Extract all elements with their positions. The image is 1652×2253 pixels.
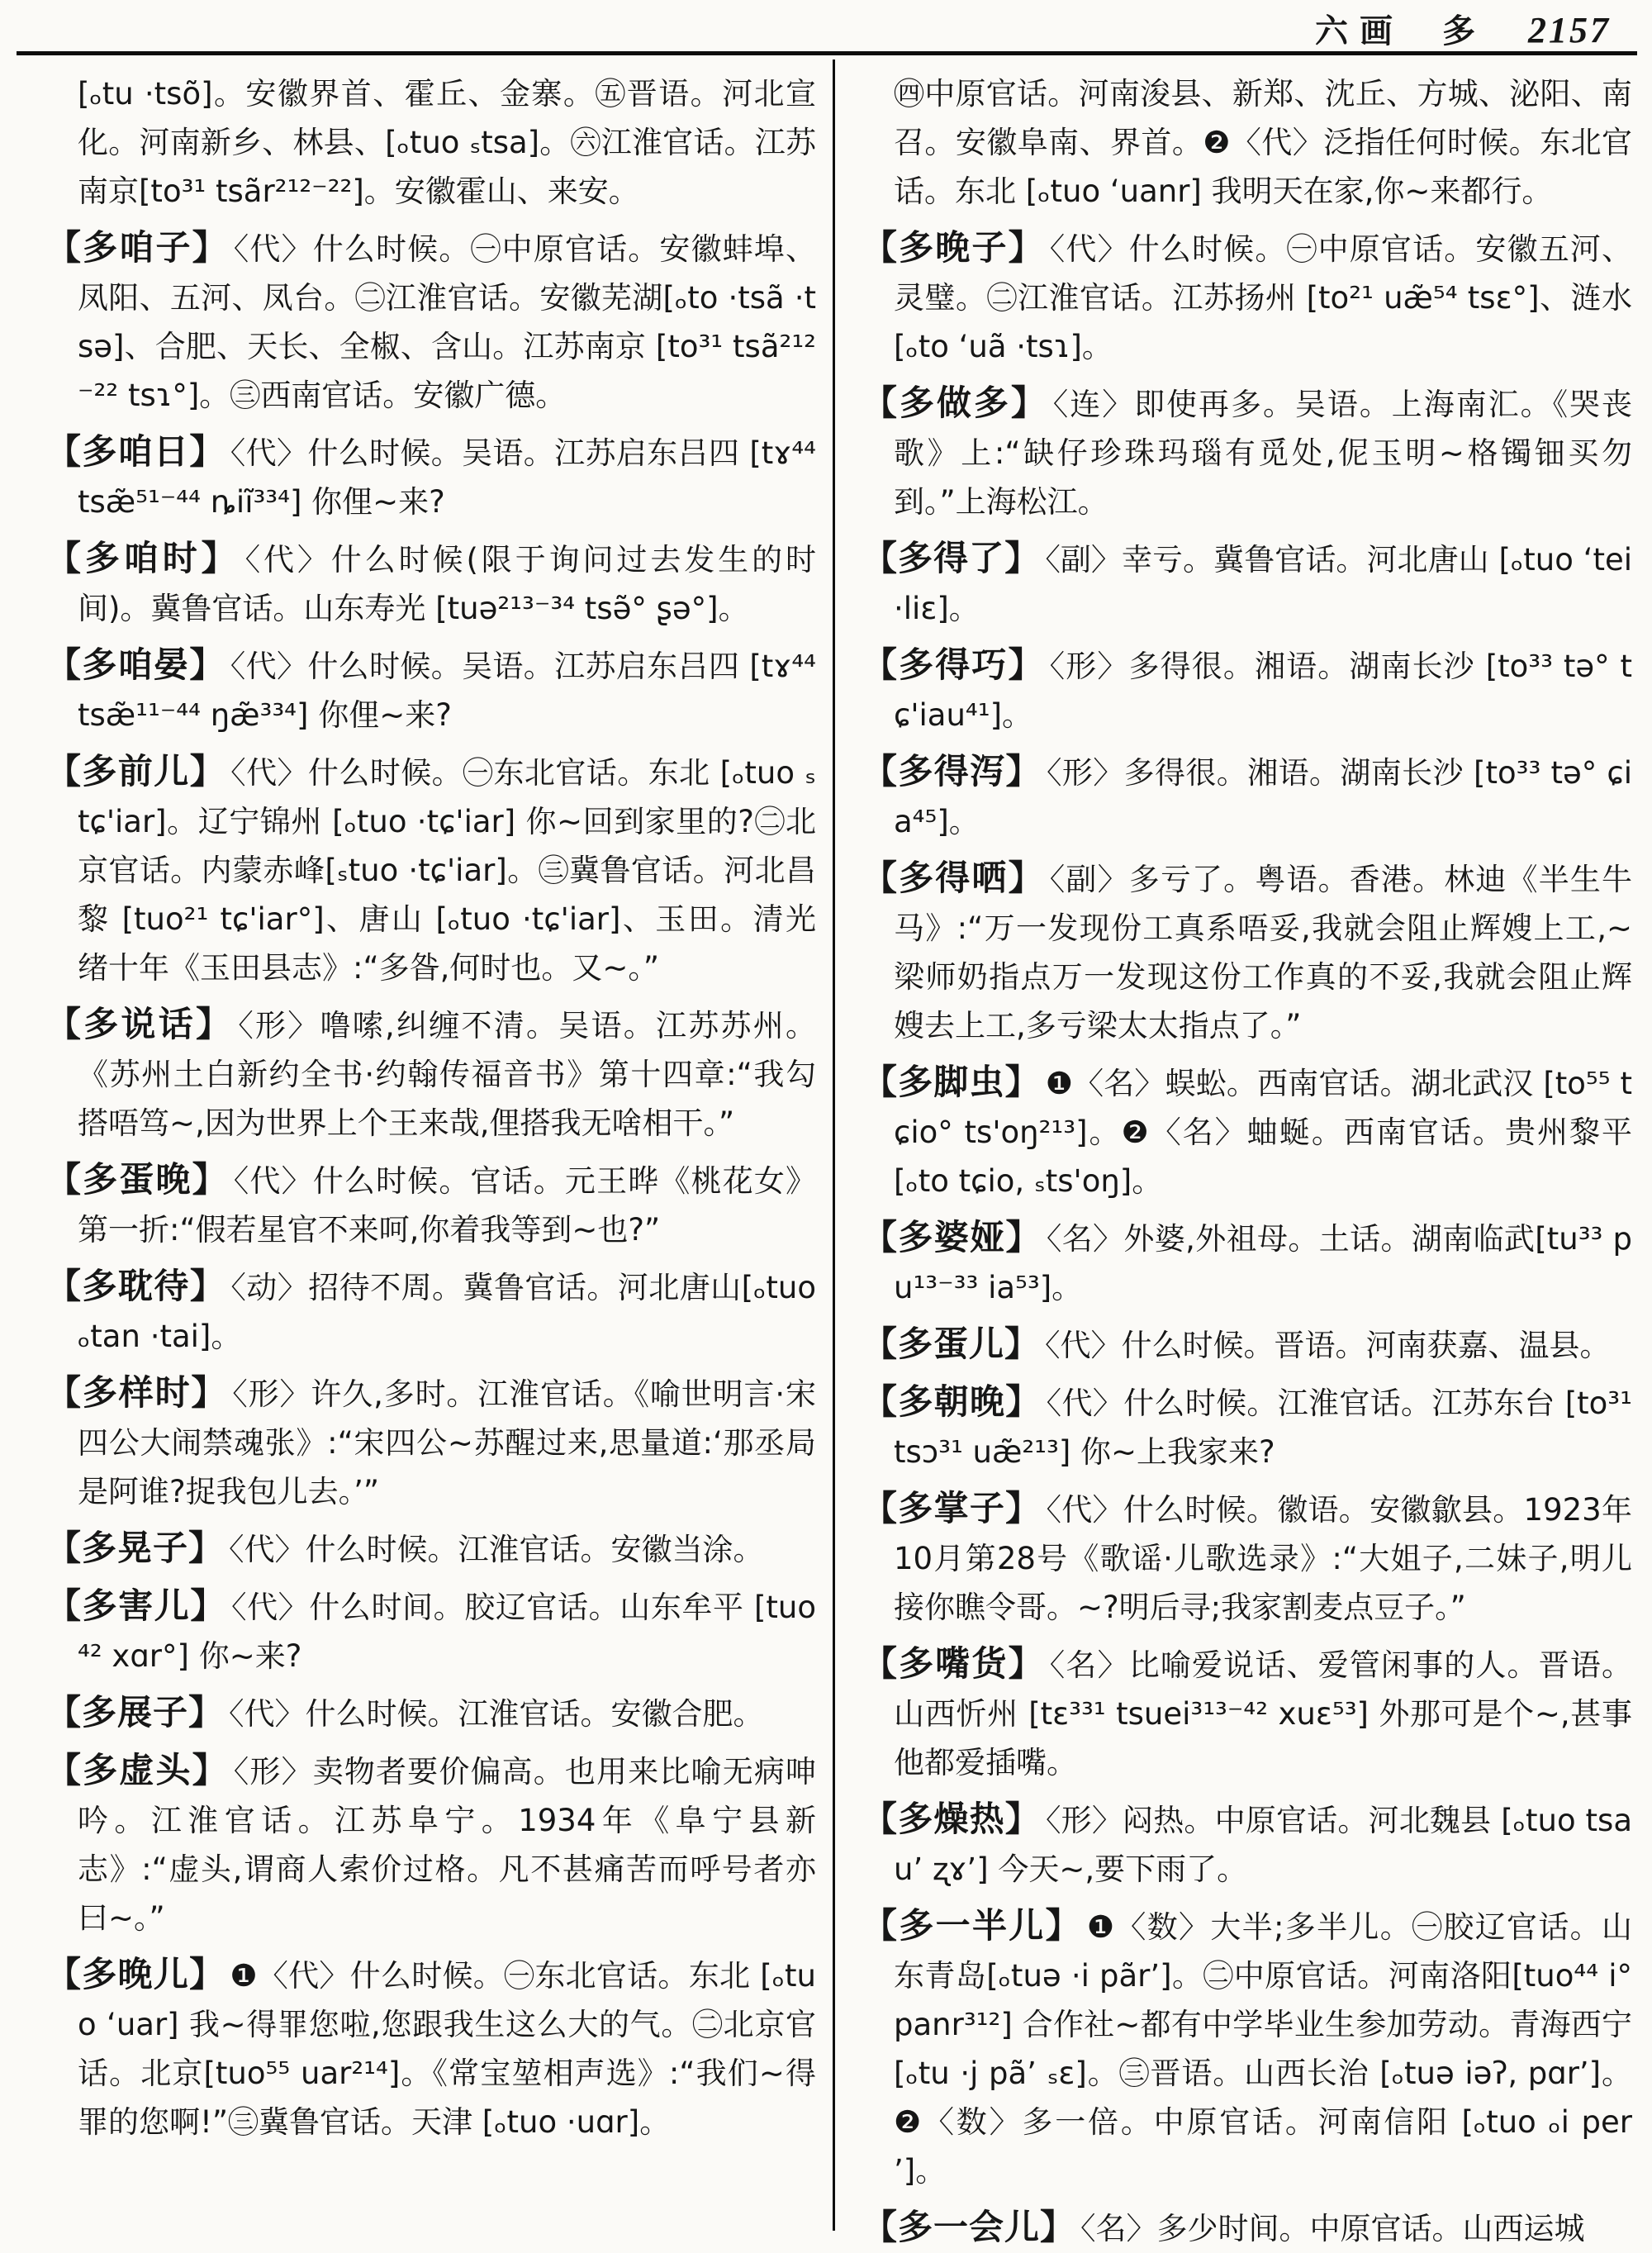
dict-entry [46,223,816,420]
entry-headword: 【多一半儿】 [862,1905,1082,1946]
dict-entry [46,1262,816,1361]
dict-entry [862,1794,1632,1894]
entry-headword: 【多蛋儿】 [862,1324,1041,1364]
entry-body: 〈形〉许久,多时。江淮官话。《喻世明言·宋四公大闹禁魂张》:“宋四公~苏醒过来,思量道:‘那丞局是阿谁?捉我包儿去。’” [78,1376,816,1509]
entry-body: 〈代〉什么时候。官话。元王晔《桃花女》第一折:“假若星官不来呵,你着我等到~也?” [78,1163,816,1248]
dict-entry [862,747,1632,846]
left-column [46,69,816,2146]
dict-entry [862,1484,1632,1632]
entry-body: 〈代〉什么时候。吴语。江苏启东吕四 [tɤ⁴⁴ tsæ̃¹¹⁻⁴⁴ ŋæ̃³³⁴] 你俚~来? [78,649,816,733]
dict-entry [46,427,816,526]
entry-headword: 【多咱晏】 [46,644,225,685]
entry-body: 〈代〉什么时候。江淮官话。安徽合肥。 [229,1696,764,1732]
entry-headword: 【多晃子】 [46,1528,225,1568]
entry-continuation-text: [ₒtu ·tsõ]。安徽界首、霍丘、金寨。㊄晋语。河北宣化。河南新乡、林县、[ₒtuo ₛtsa]。㊅江淮官话。江苏南京[to³¹ tsãr²¹²⁻²²]。安徽霍山、来安。 [78,76,816,209]
dict-entry [862,1901,1632,2195]
dict-entry [46,1746,816,1942]
entry-headword: 【多做多】 [862,383,1048,423]
entry-headword: 【多咱子】 [46,227,229,268]
dict-entry [862,1319,1632,1370]
entry-headword: 【多得了】 [862,538,1041,578]
entry-body: 〈代〉什么时候。江淮官话。江苏东台 [to³¹ tsɔ³¹ uæ̃²¹³] 你~上我家来? [894,1386,1632,1470]
dict-entry [46,1368,816,1516]
entry-body: 〈形〉卖物者要价偏高。也用来比喻无病呻吟。江淮官话。江苏阜宁。1934年《阜宁县新志》:“虚头,谓商人索价过格。凡不甚痛苦而呼号者亦曰~。” [78,1754,816,1936]
entry-body: 〈代〉什么时候。晋语。河南获嘉、温县。 [1045,1328,1611,1363]
entry-body: 〈形〉多得很。湘语。湖南长沙 [to³³ tə° ɕia⁴⁵]。 [894,755,1632,839]
entry-headword: 【多一会儿】 [862,2207,1076,2247]
entry-headword: 【多嘴货】 [862,1643,1045,1684]
entry-headword: 【多晚子】 [862,227,1045,268]
entry-continuation-text: ㊃中原官话。河南浚县、新郑、沈丘、方城、泌阳、南召。安徽阜南、界首。❷〈代〉泛指任何时候。东北官话。东北 [ₒtuo ʻuanr] 我明天在家,你~来都行。 [894,76,1632,209]
dict-entry [862,640,1632,739]
entry-headword: 【多虚头】 [46,1750,229,1790]
entry-headword: 【多蛋晚】 [46,1159,229,1200]
entry-body: 〈连〉即使再多。吴语。上海南汇。《哭丧歌》上:“缺仔珍珠玛瑙有觅处,伲玉明~格镯钿买勿到。”上海松江。 [894,387,1632,520]
dict-entry [46,640,816,739]
dict-entry [46,1155,816,1254]
header-rule [17,51,1637,55]
entry-body: 〈动〉招待不周。冀鲁官话。河北唐山[ₒtuo ₒtan ·tai]。 [78,1270,816,1354]
entry-headword: 【多咱时】 [46,538,240,578]
section-head-character: 多 [1442,12,1475,50]
entry-body: 〈代〉什么时候。㊀中原官话。安徽蚌埠、凤阳、五河、凤台。㊁江淮官话。安徽芜湖[ₒto ·tsã ·tsə]、合肥、天长、全椒、含山。江苏南京 [to³¹ tsã²¹²⁻²² tsɿ°]。㊂西南官话。安徽广德。 [78,231,816,413]
dict-entry [862,1058,1632,1205]
dict-entry [46,1000,816,1148]
entry-headword: 【多说话】 [46,1004,234,1044]
dict-entry [862,2203,1632,2253]
column-divider-rule [833,59,835,2231]
entry-body: ❶〈代〉什么时候。㊀东北官话。东北 [ₒtuo ʻuar] 我~得罪您啦,您跟我生这么大的气。㊁北京官话。北京[tuo⁵⁵ uar²¹⁴]。《常宝堃相声选》:“我们~得罪的您啊!”㊂冀鲁官话。天津 [ₒtuo ·uɑr]。 [78,1958,816,2140]
dict-entry [46,1581,816,1680]
dict-entry [46,747,816,992]
dict-entry [862,378,1632,526]
entry-body: 〈副〉幸亏。冀鲁官话。河北唐山 [ₒtuo ʻtei ·liɛ]。 [894,542,1632,626]
dict-entry [46,1523,816,1574]
entry-headword: 【多脚虫】 [862,1062,1041,1102]
page-header [0,5,1611,48]
entry-headword: 【多得巧】 [862,644,1045,685]
dict-entry [862,1213,1632,1312]
entry-body: 〈代〉什么时间。胶辽官话。山东牟平 [tuo⁴² xɑr°] 你~来? [78,1590,816,1674]
dict-entry [46,1950,816,2146]
dict-entry [862,534,1632,633]
entry-body: 〈形〉噜嗦,纠缠不清。吴语。江苏苏州。《苏州土白新约全书·约翰传福音书》第十四章:“我勾搭唔笃~,因为世界上个王来哉,俚搭我无啥相干。” [78,1008,816,1141]
dict-entry [862,1377,1632,1476]
entry-headword: 【多耽待】 [46,1266,226,1306]
entry-body: 〈代〉什么时候。徽语。安徽歙县。1923年10月第28号《歌谣·儿歌选录》:“大姐子,二妹子,明儿接你瞧令哥。~?明后寻;我家割麦点豆子。” [894,1492,1632,1625]
entry-headword: 【多咱日】 [46,431,225,472]
entry-headword: 【多害儿】 [46,1585,226,1626]
dict-entry [46,534,816,633]
entry-headword: 【多晚儿】 [46,1954,225,1994]
dict-entry [862,853,1632,1050]
entry-headword: 【多得哂】 [862,858,1045,898]
entry-headword: 【多朝晚】 [862,1381,1042,1422]
entry-body: 〈副〉多亏了。粤语。香港。林迪《半生牛马》:“万一发现份工真系唔妥,我就会阻止辉嫂上工,~梁师奶指点万一发现这份工作真的不妥,我就会阻止辉嫂去上工,多亏梁太太指点了。” [894,862,1632,1043]
entry-headword: 【多掌子】 [862,1488,1042,1528]
entry-body: ❶〈数〉大半;多半儿。㊀胶辽官话。山东青岛[ₒtuə ·i pãrʼ]。㊁中原官话。河南洛阳[tuo⁴⁴ i° panr³¹²] 合作社~都有中学毕业生参加劳动。青海西宁 [ₒtu ·j pãʼ ₛɛ]。㊂晋语。山西长治 [ₒtuə iəʔ, pɑrʼ]。❷〈数〉多一倍。中原官话。河南信阳 [ₒtuo ₒi perʼ]。 [894,1909,1632,2189]
entry-headword: 【多得泻】 [862,751,1042,791]
entry-headword: 【多展子】 [46,1692,225,1733]
entry-body: 〈代〉什么时候(限于询问过去发生的时间)。冀鲁官话。山东寿光 [tuə²¹³⁻³⁴ tsə̃° ʂə°]。 [78,542,816,626]
dict-entry [46,1688,816,1738]
entry-body: 〈代〉什么时候。㊀中原官话。安徽五河、灵璧。㊁江淮官话。江苏扬州 [to²¹ uæ̃⁵⁴ tsɛ°]、涟水[ₒto ʻuã ·tsɿ]。 [894,231,1632,364]
dict-entry [862,223,1632,371]
entry-headword: 【多样时】 [46,1372,228,1413]
entry-body: 〈代〉什么时候。江淮官话。安徽当涂。 [229,1532,764,1567]
entry-body: 〈形〉多得很。湘语。湖南长沙 [to³³ tə° tɕ'iau⁴¹]。 [894,649,1632,733]
page-number: 2157 [1528,10,1611,50]
dict-entry [862,1639,1632,1787]
entry-headword: 【多婆娅】 [862,1217,1042,1257]
entry-body: 〈名〉外婆,外祖母。土话。湖南临武[tu³³ pu¹³⁻³³ ia⁵³]。 [894,1221,1632,1305]
right-column [862,69,1632,2253]
entry-body: 〈代〉什么时候。吴语。江苏启东吕四 [tɤ⁴⁴ tsæ̃⁵¹⁻⁴⁴ ȵiĩ³³⁴] 你俚~来? [78,435,816,520]
entry-headword: 【多燥热】 [862,1799,1041,1839]
entry-body: 〈代〉什么时候。㊀东北官话。东北 [ₒtuo ₛtɕ'iar]。辽宁锦州 [ₒtuo ·tɕ'iar] 你~回到家里的?㊁北京官话。内蒙赤峰[ₛtuo ·tɕ'iar]。㊂冀鲁官话。河北昌黎 [tuo²¹ tɕ'iar°]、唐山 [ₒtuo ·tɕ'iar]、玉田。清光绪十年《玉田县志》:“多昝,何时也。又~。” [78,755,816,986]
entry-body: ❶〈名〉蜈蚣。西南官话。湖北武汉 [to⁵⁵ tɕio° ts'oŋ²¹³]。❷〈名〉蚰蜒。西南官话。贵州黎平 [ₒto tɕio, ₛts'oŋ]。 [894,1066,1632,1199]
entry-headword: 【多前儿】 [46,751,226,791]
stroke-count-label: 六画 [1315,12,1404,50]
entry-body: 〈名〉比喻爱说话、爱管闲事的人。晋语。山西忻州 [tɛ³³¹ tsuei³¹³⁻⁴² xuɛ⁵³] 外那可是个~,甚事他都爱插嘴。 [894,1647,1632,1780]
entry-body: 〈形〉闷热。中原官话。河北魏县 [ₒtuo tsauʼ ʐɤʼ] 今天~,要下雨了。 [894,1803,1632,1887]
entry-body: 〈名〉多少时间。中原官话。山西运城 [1080,2211,1585,2246]
